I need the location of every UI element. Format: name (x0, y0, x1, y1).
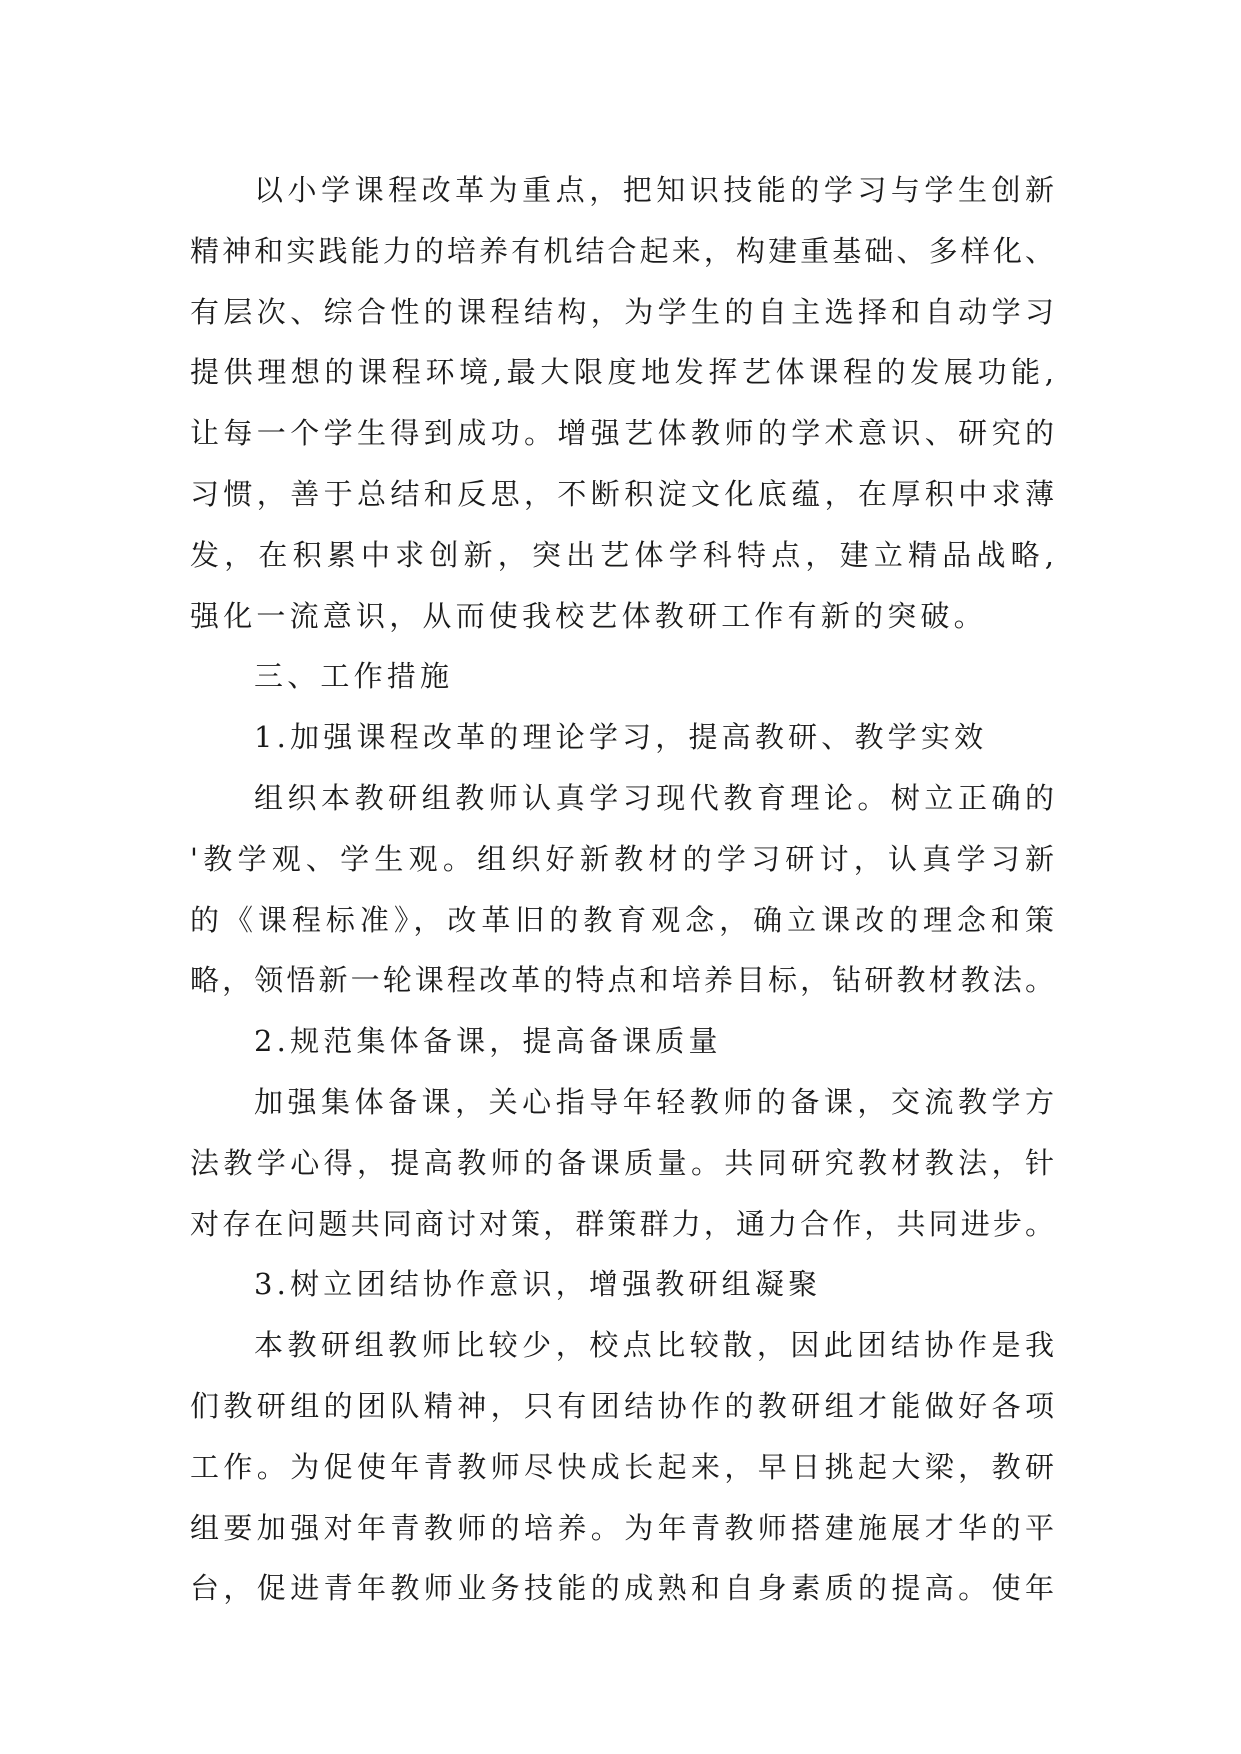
text-line: 对存在问题共同商讨对策，群策群力，通力合作，共同进步。 (190, 1206, 1054, 1241)
text-line: 三、工作措施 (254, 659, 454, 694)
text-line: 1.加强课程改革的理论学习，提高教研、教学实效 (254, 720, 988, 755)
text-line: 2.规范集体备课，提高备课质量 (254, 1024, 722, 1059)
text-line: 精神和实践能力的培养有机结合起来，构建重基础、多样化、 (190, 233, 1054, 268)
text-line: 有层次、综合性的课程结构，为学生的自主选择和自动学习 (190, 294, 1054, 329)
text-line: 组要加强对年青教师的培养。为年青教师搭建施展才华的平 (190, 1510, 1054, 1545)
text-line: 工作。为促使年青教师尽快成长起来，早日挑起大梁，教研 (190, 1449, 1054, 1484)
text-line: 略，领悟新一轮课程改革的特点和培养目标，钻研教材教法。 (190, 963, 1054, 998)
text-line: 法教学心得，提高教师的备课质量。共同研究教材教法，针 (190, 1145, 1054, 1180)
text-line: 发，在积累中求创新，突出艺体学科特点，建立精品战略, (190, 537, 1054, 572)
text-line: '教学观、学生观。组织好新教材的学习研讨，认真学习新 (190, 841, 1054, 876)
text-line: 们教研组的团队精神，只有团结协作的教研组才能做好各项 (190, 1388, 1054, 1423)
text-line: 习惯，善于总结和反思，不断积淀文化底蕴，在厚积中求薄 (190, 476, 1054, 511)
text-line: 本教研组教师比较少，校点比较散，因此团结协作是我 (254, 1328, 1054, 1363)
text-line: 台，促进青年教师业务技能的成熟和自身素质的提高。使年 (190, 1571, 1054, 1606)
text-line: 组织本教研组教师认真学习现代教育理论。树立正确的 (254, 780, 1054, 815)
text-line: 加强集体备课，关心指导年轻教师的备课，交流教学方 (254, 1084, 1054, 1119)
text-line: 的《课程标准》，改革旧的教育观念，确立课改的理念和策 (190, 902, 1054, 937)
document-body (190, 160, 1054, 1619)
text-line: 提供理想的课程环境,最大限度地发挥艺体课程的发展功能, (190, 355, 1054, 390)
text-line: 让每一个学生得到成功。增强艺体教师的学术意识、研究的 (190, 416, 1054, 451)
text-line: 强化一流意识，从而使我校艺体教研工作有新的突破。 (190, 598, 987, 633)
text-line: 以小学课程改革为重点，把知识技能的学习与学生创新 (254, 173, 1054, 207)
text-line: 3.树立团结协作意识，增强教研组凝聚 (254, 1267, 822, 1302)
